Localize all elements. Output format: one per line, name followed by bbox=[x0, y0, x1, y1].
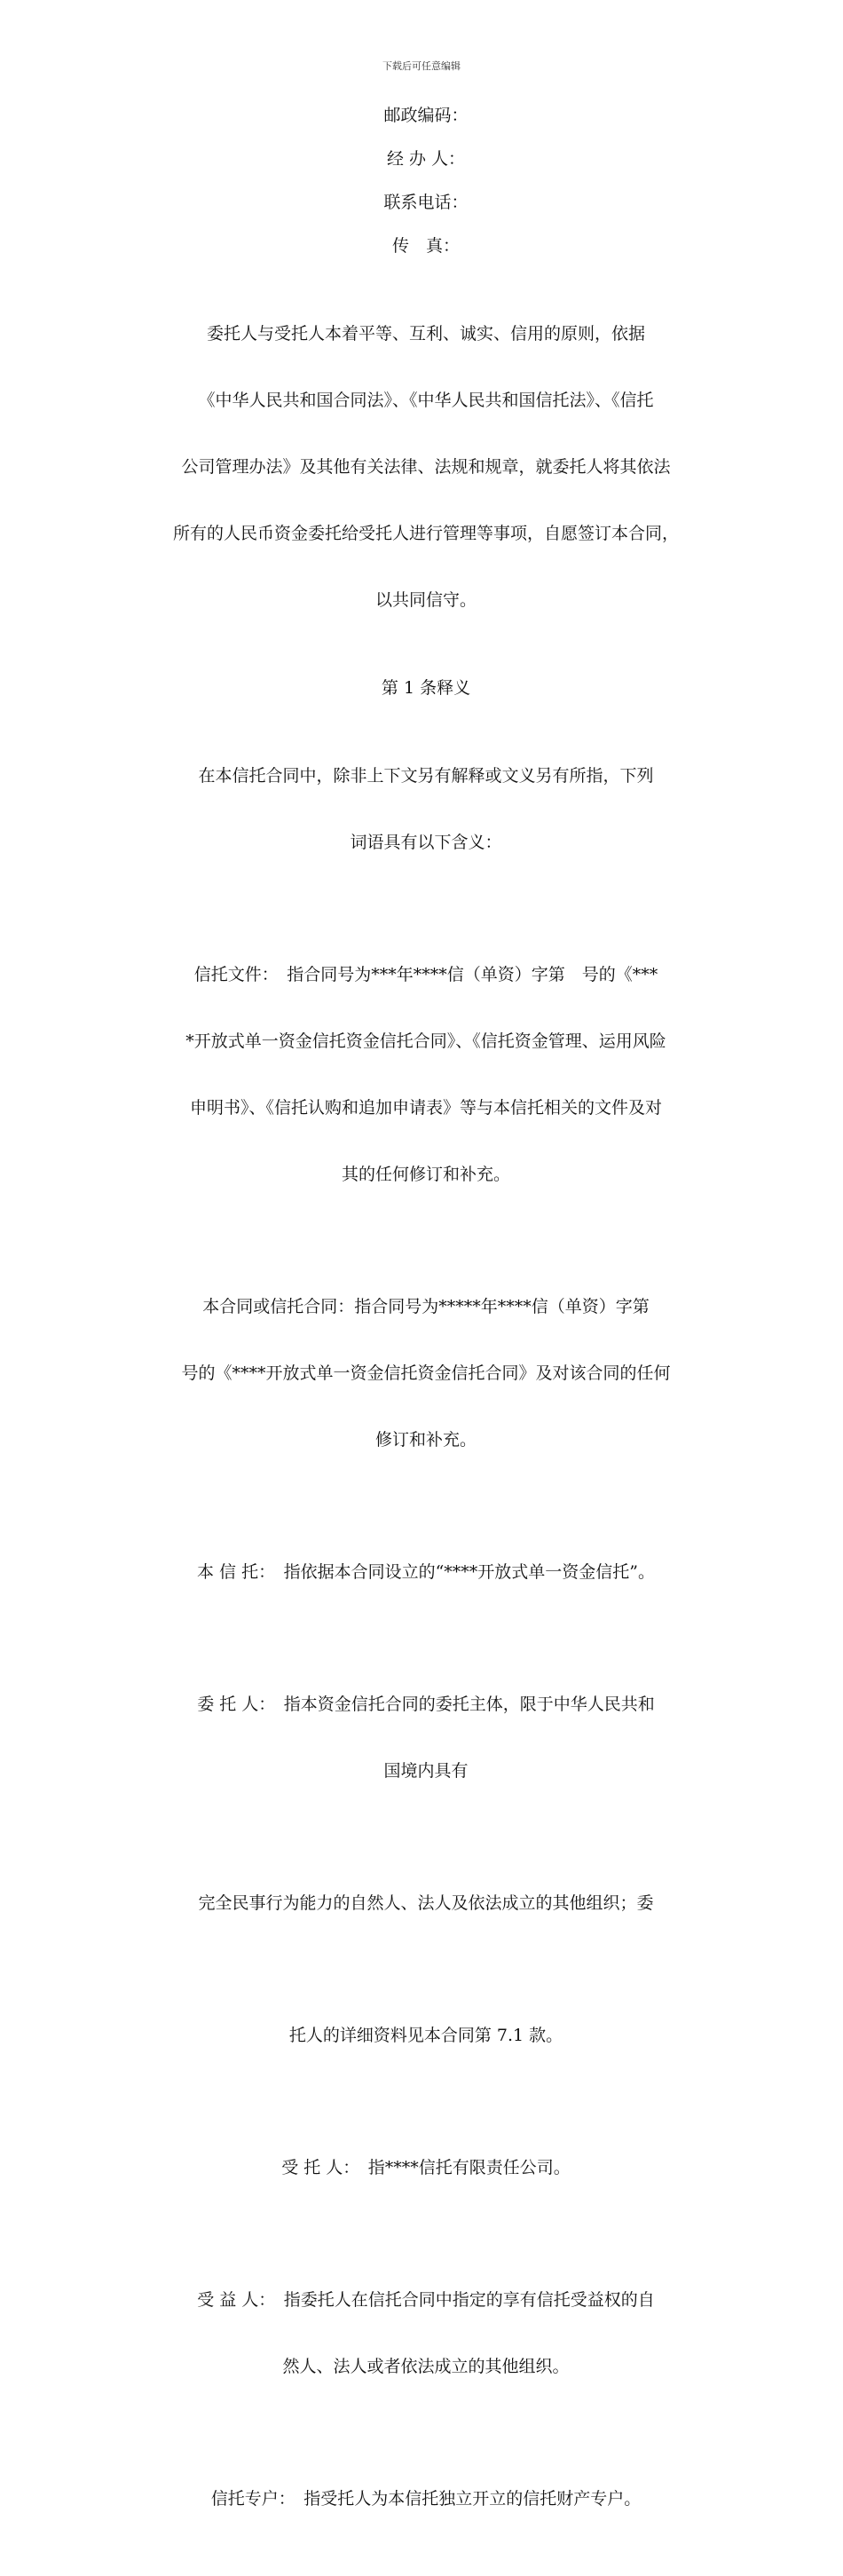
preamble-line: 公司管理办法》及其他有关法律、法规和规章，就委托人将其依法 bbox=[181, 457, 671, 477]
postal-code-label: 邮政编码： bbox=[383, 106, 469, 125]
definition-line: 本 信 托： 指依据本合同设立的“****开放式单一资金信托”。 bbox=[196, 1562, 655, 1582]
definition-this-trust bbox=[133, 1517, 719, 1628]
document-body bbox=[133, 105, 719, 2576]
definition-beneficiary bbox=[133, 2245, 719, 2422]
definition-contract bbox=[133, 1252, 719, 1496]
definition-trust-account bbox=[133, 2444, 719, 2555]
handler-label: 经 办 人： bbox=[386, 149, 466, 169]
definition-line: 受 托 人： 指****信托有限责任公司。 bbox=[281, 2158, 571, 2177]
definition-line: 号的《****开放式单一资金信托资金信托合同》及对该合同的任何 bbox=[181, 1363, 671, 1383]
preamble-line: 所有的人民币资金委托给受托人进行管理等事项，自愿签订本合同， bbox=[172, 524, 679, 543]
preamble-paragraph bbox=[133, 279, 719, 656]
fax-label: 传 真： bbox=[391, 236, 460, 256]
definition-line: 本合同或信托合同：指合同号为*****年****信（单资）字第 bbox=[202, 1297, 650, 1316]
definition-trustor bbox=[133, 1649, 719, 1827]
preamble-line: 《中华人民共和国合同法》、《中华人民共和国信托法》、《信托 bbox=[198, 391, 654, 410]
definition-line: 国境内具有 bbox=[383, 1761, 469, 1781]
definition-line: 托人的详细资料见本合同第 7.1 款。 bbox=[288, 2026, 563, 2045]
definition-line: 然人、法人或者依法成立的其他组织。 bbox=[282, 2357, 570, 2376]
definition-line: 修订和补充。 bbox=[374, 1430, 477, 1450]
definition-trustor-continued bbox=[133, 1848, 719, 1959]
definition-trust-documents bbox=[133, 920, 719, 1230]
definition-line: 委 托 人： 指本资金信托合同的委托主体，限于中华人民共和 bbox=[197, 1695, 655, 1714]
definition-trustee bbox=[133, 2113, 719, 2224]
preamble-line: 委托人与受托人本着平等、互利、诚实、信用的原则，依据 bbox=[206, 324, 645, 344]
article-1-intro bbox=[133, 721, 719, 898]
article-1-title: 第 1 条释义 bbox=[381, 678, 471, 698]
definition-line: 受 益 人： 指委托人在信托合同中指定的享有信托受益权的自 bbox=[197, 2290, 655, 2310]
definition-line: 完全民事行为能力的自然人、法人及依法成立的其他组织；委 bbox=[198, 1893, 654, 1913]
definition-line: 信托专户： 指受托人为本信托独立开立的信托财产专户。 bbox=[210, 2489, 642, 2509]
definition-line: *开放式单一资金信托资金信托合同》、《信托资金管理、运用风险 bbox=[185, 1031, 666, 1051]
intro-line: 在本信托合同中，除非上下文另有解释或文义另有所指，下列 bbox=[198, 766, 654, 786]
phone-label: 联系电话： bbox=[383, 193, 469, 212]
definition-line: 申明书》、《信托认购和追加申请表》等与本信托相关的文件及对 bbox=[189, 1098, 662, 1118]
definition-line: 信托文件： 指合同号为***年****信（单资）字第 号的《*** bbox=[193, 965, 658, 984]
definition-trustor-details bbox=[133, 1980, 719, 2091]
page-header-note: 下载后可任意编辑 bbox=[382, 60, 461, 72]
preamble-line: 以共同信守。 bbox=[374, 590, 477, 610]
definition-line: 其的任何修订和补充。 bbox=[341, 1165, 510, 1184]
intro-line: 词语具有以下含义： bbox=[350, 833, 502, 852]
